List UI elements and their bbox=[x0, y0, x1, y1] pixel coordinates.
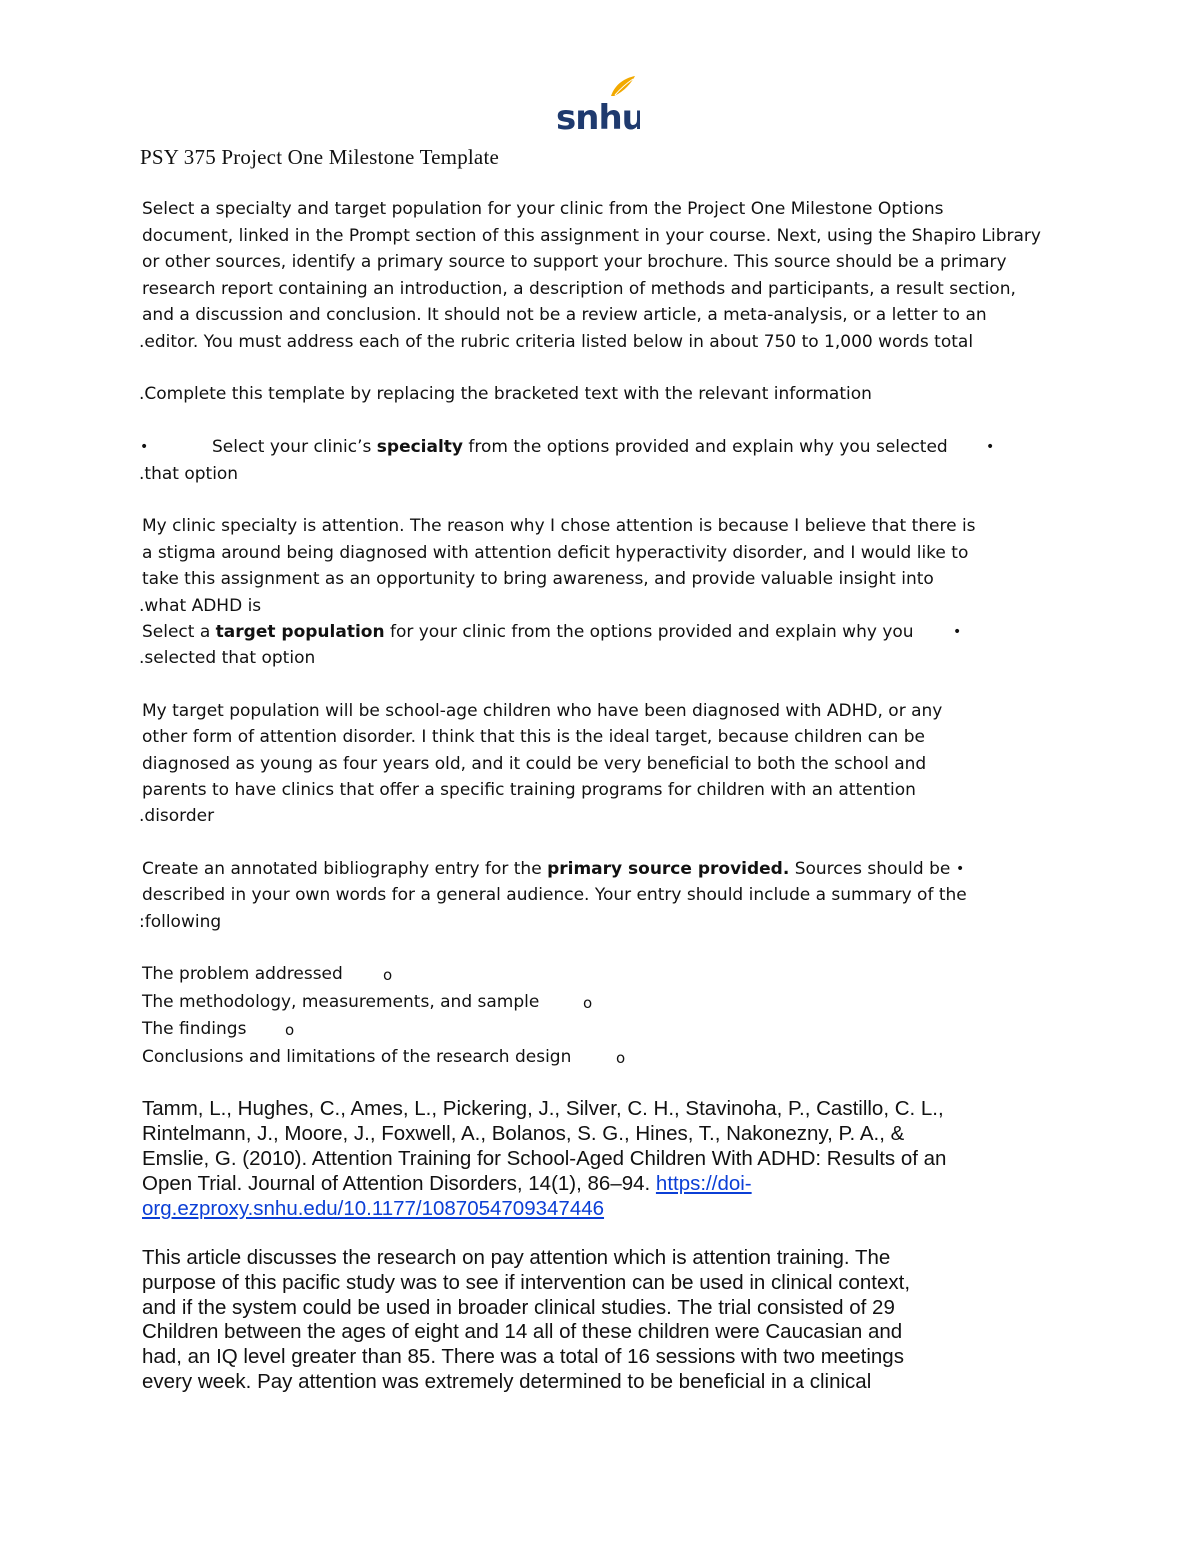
prompt-line bbox=[142, 857, 950, 881]
circle-bullet-icon: o bbox=[285, 1021, 295, 1039]
prompt-text: Select a bbox=[142, 622, 216, 642]
reference-line: Tamm, L., Hughes, C., Ames, L., Pickering, J., Silver, C. H., Stavinoha, P., Castillo, C. L., bbox=[142, 1097, 944, 1120]
answer-line: My clinic specialty is attention. The reason why I chose attention is because I believe that there is bbox=[142, 516, 976, 536]
reference-line bbox=[142, 1172, 752, 1196]
summary-line: Children between the ages of eight and 14 all of these children were Caucasian and bbox=[142, 1320, 903, 1343]
logo-text: snhu bbox=[556, 98, 640, 134]
prompt-line: .that option bbox=[139, 464, 239, 484]
intro-line: or other sources, identify a primary source to support your brochure. This source should be a primary bbox=[142, 252, 1007, 272]
intro-line: .editor. You must address each of the rubric criteria listed below in about 750 to 1,000 words total bbox=[139, 332, 974, 352]
answer-line: other form of attention disorder. I think that this is the ideal target, because children can be bbox=[142, 727, 925, 747]
sub-item: The methodology, measurements, and sample bbox=[142, 992, 540, 1012]
sub-item: The problem addressed bbox=[142, 964, 343, 984]
prompt-line: .selected that option bbox=[139, 648, 316, 668]
bullet-icon: • bbox=[986, 439, 995, 455]
prompt-bold: primary source provided. bbox=[547, 859, 790, 879]
prompt-text: from the options provided and explain why you selected bbox=[463, 437, 948, 457]
circle-bullet-icon: o bbox=[383, 966, 393, 984]
sub-item: Conclusions and limitations of the research design bbox=[142, 1047, 572, 1067]
circle-bullet-icon: o bbox=[616, 1049, 626, 1067]
prompt-line bbox=[142, 620, 914, 644]
answer-line: .what ADHD is bbox=[139, 596, 262, 616]
answer-line: My target population will be school-age children who have been diagnosed with ADHD, or any bbox=[142, 701, 943, 721]
summary-line: purpose of this pacific study was to see if intervention can be used in clinical context, bbox=[142, 1271, 911, 1294]
circle-bullet-icon: o bbox=[583, 994, 593, 1012]
prompt-line bbox=[212, 435, 948, 459]
answer-line: .disorder bbox=[139, 806, 215, 826]
summary-line: had, an IQ level greater than 85. There was a total of 16 sessions with two meetings bbox=[142, 1345, 904, 1368]
intro-line: research report containing an introduction, a description of methods and participants, a result section, bbox=[142, 279, 1016, 299]
bullet-icon: • bbox=[956, 861, 965, 877]
sub-item: The findings bbox=[142, 1019, 247, 1039]
leaf-icon bbox=[555, 74, 640, 134]
instruction-line: .Complete this template by replacing the bracketed text with the relevant information bbox=[139, 384, 872, 404]
page-title: PSY 375 Project One Milestone Template bbox=[140, 145, 500, 169]
summary-line: every week. Pay attention was extremely determined to be beneficial in a clinical bbox=[142, 1370, 872, 1393]
doi-link[interactable]: org.ezproxy.snhu.edu/10.1177/1087054709347446 bbox=[142, 1197, 605, 1220]
snhu-logo bbox=[555, 74, 640, 134]
doi-link[interactable]: https://doi- bbox=[655, 1172, 752, 1195]
reference-line: Emslie, G. (2010). Attention Training for School-Aged Children With ADHD: Results of an bbox=[142, 1147, 947, 1170]
answer-line: take this assignment as an opportunity to bring awareness, and provide valuable insight into bbox=[142, 569, 934, 589]
prompt-bold: target population bbox=[215, 622, 385, 642]
prompt-line: :following bbox=[139, 912, 222, 932]
answer-line: diagnosed as young as four years old, and it could be very beneficial to both the school and bbox=[142, 754, 927, 774]
prompt-bold: specialty bbox=[376, 437, 464, 457]
prompt-text: Select your clinic’s bbox=[212, 437, 377, 457]
bullet-icon: • bbox=[953, 624, 962, 640]
prompt-line: described in your own words for a general audience. Your entry should include a summary of the bbox=[142, 885, 967, 905]
prompt-text: Sources should be bbox=[789, 859, 951, 879]
prompt-text: for your clinic from the options provided and explain why you bbox=[384, 622, 914, 642]
answer-line: parents to have clinics that offer a specific training programs for children with an attention bbox=[142, 780, 916, 800]
reference-text: Open Trial. Journal of Attention Disorders, 14(1), 86–94. bbox=[142, 1172, 656, 1195]
summary-line: This article discusses the research on pay attention which is attention training. The bbox=[142, 1246, 891, 1269]
summary-line: and if the system could be used in broader clinical studies. The trial consisted of 29 bbox=[142, 1296, 895, 1319]
intro-line: Select a specialty and target population for your clinic from the Project One Milestone Options bbox=[142, 199, 944, 219]
answer-line: a stigma around being diagnosed with attention deficit hyperactivity disorder, and I would like to bbox=[142, 543, 969, 563]
reference-line bbox=[142, 1197, 604, 1221]
intro-line: and a discussion and conclusion. It should not be a review article, a meta-analysis, or a letter to an bbox=[142, 305, 987, 325]
intro-line: document, linked in the Prompt section of this assignment in your course. Next, using the Shapiro Library bbox=[142, 226, 1041, 246]
reference-line: Rintelmann, J., Moore, J., Foxwell, A., Bolanos, S. G., Hines, T., Nakonezny, P. A., & bbox=[142, 1122, 905, 1145]
bullet-icon: • bbox=[140, 439, 149, 455]
prompt-text: Create an annotated bibliography entry for the bbox=[142, 859, 548, 879]
